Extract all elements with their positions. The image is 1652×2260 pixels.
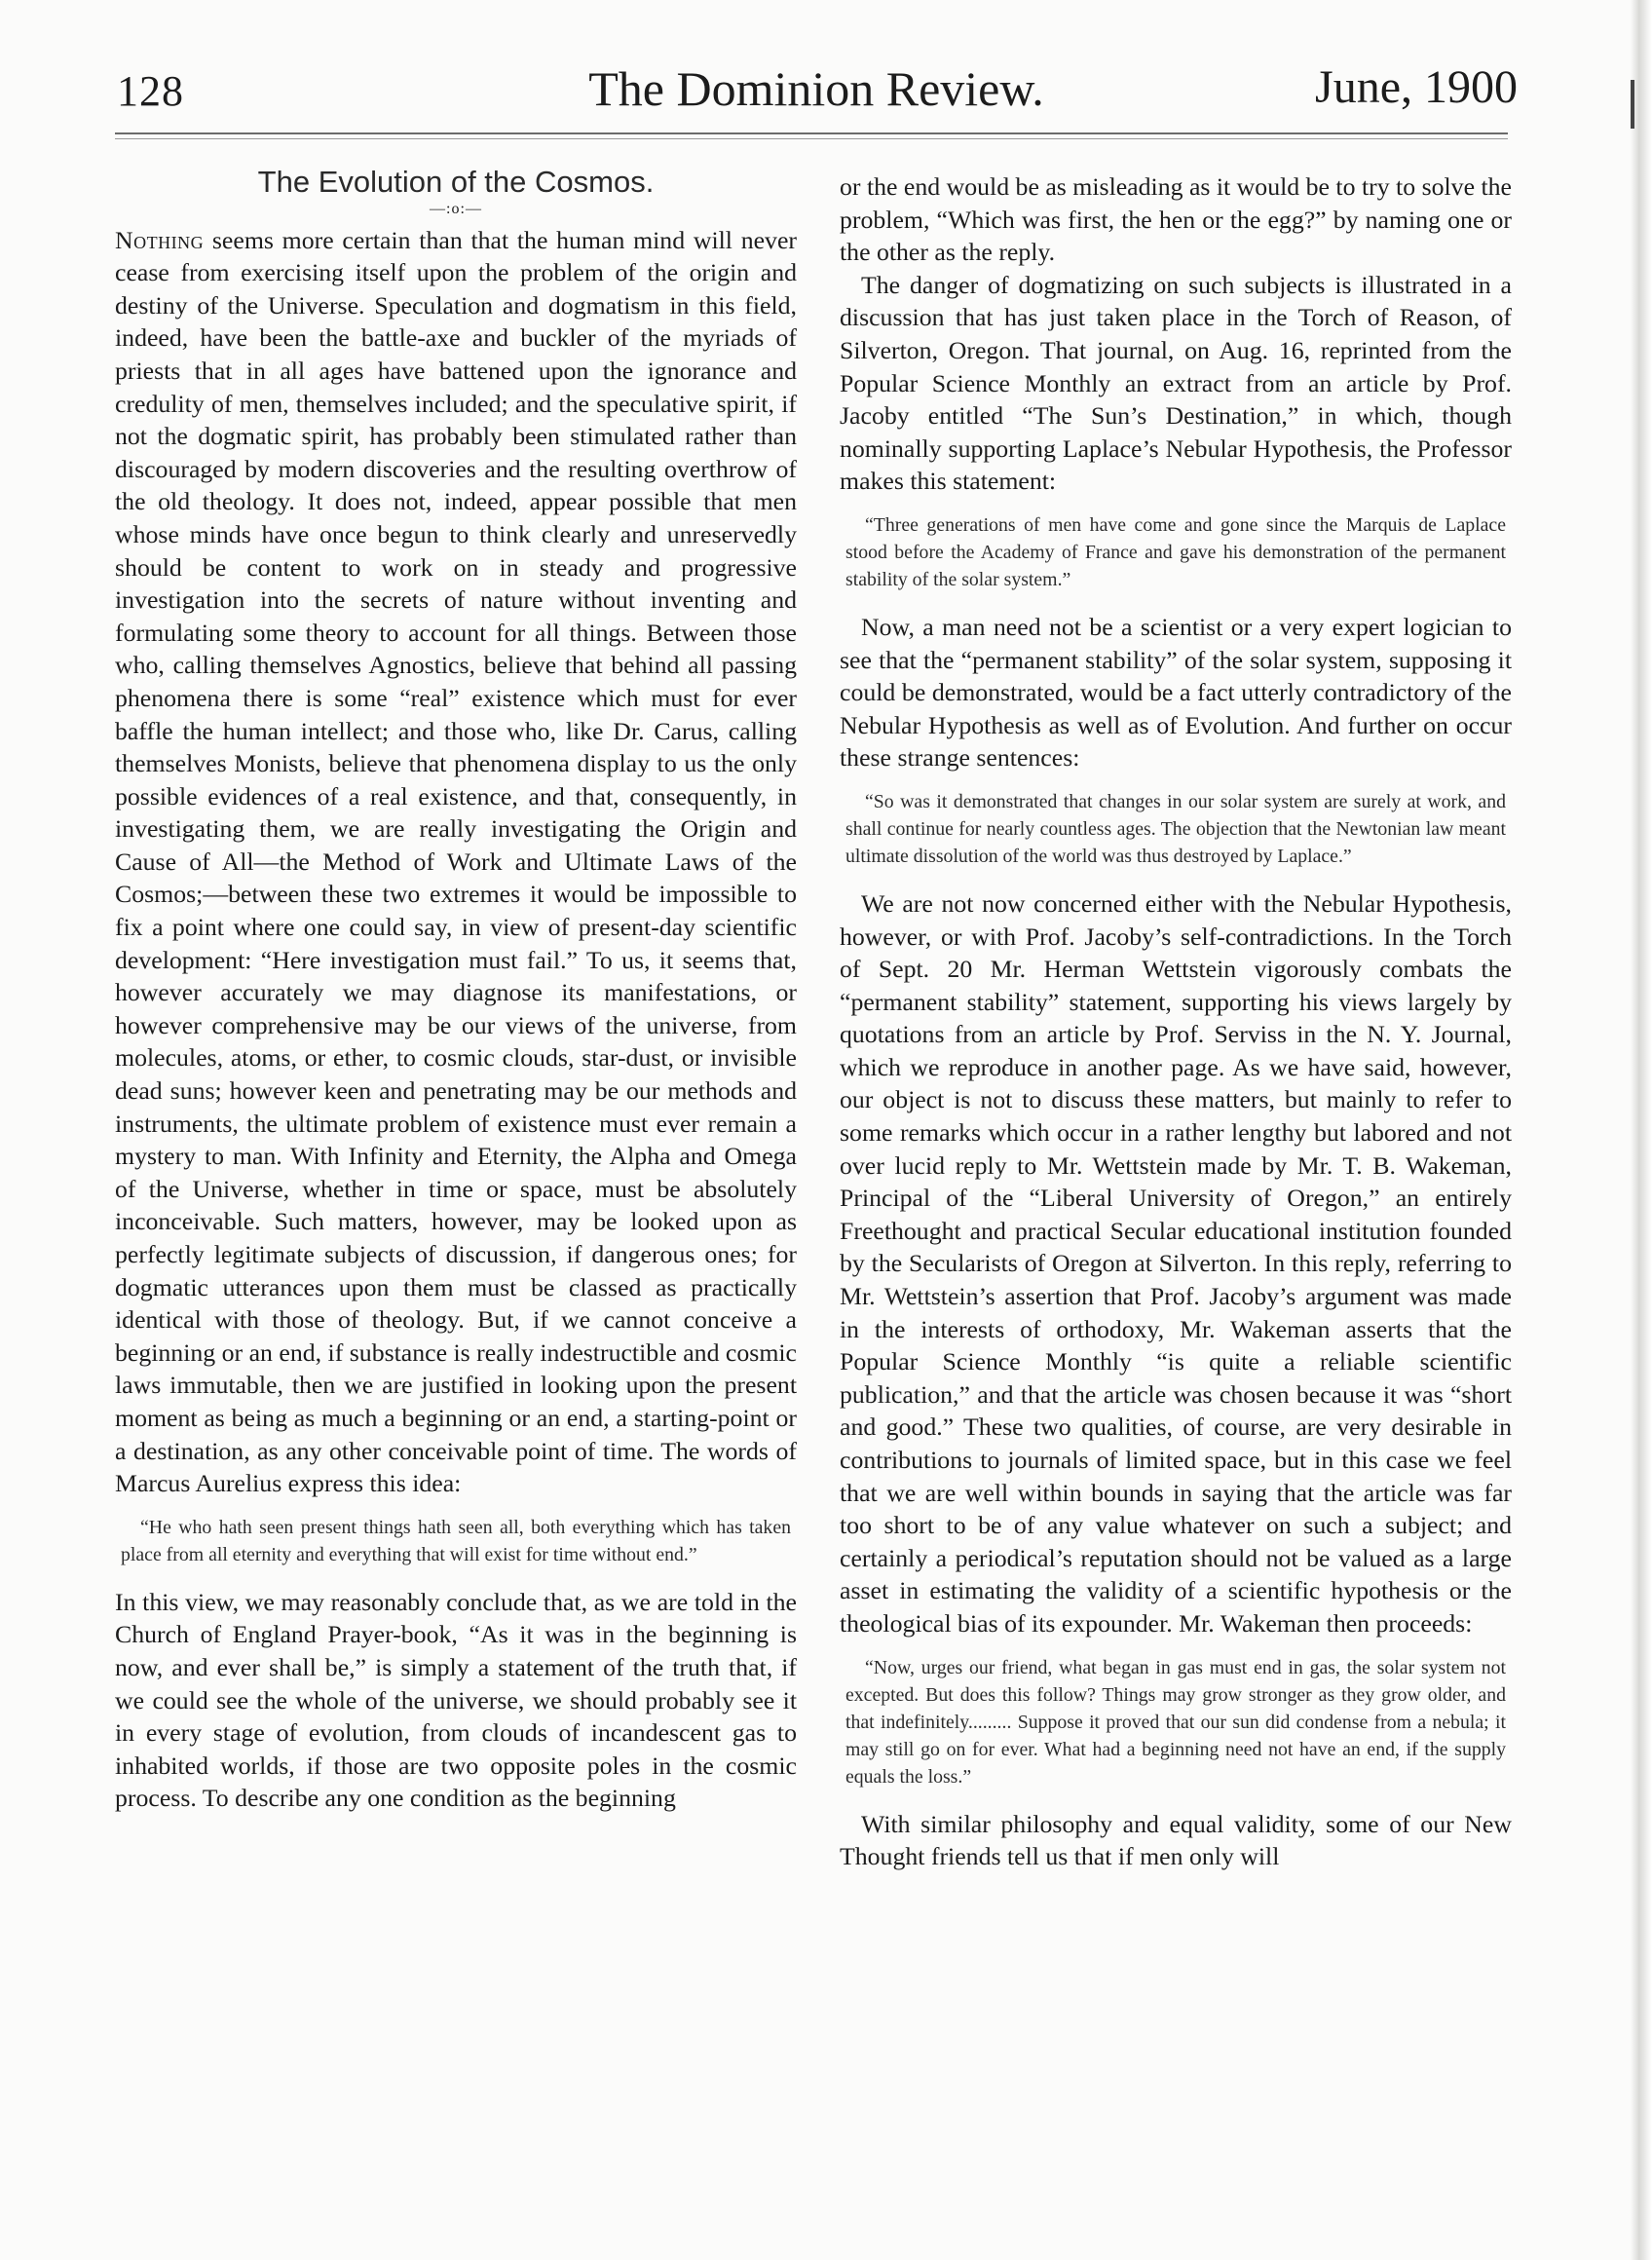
right-column <box>840 170 1512 1873</box>
paragraph-1-body: seems more certain than that the human mind will never cease from exercising itself upon the problem of the origin and destiny of the Universe. Speculation and dogmatism in this field, indeed, have been the battle-axe and buckler of the myriads of priests that in all ages have battened upon the ignorance and credulity of men, themselves included; and the speculative spirit, if not the dogmatic spirit, has probably been stimulated rather than discouraged by modern discoveries and the resulting overthrow of the old theology. It does not, indeed, appear possible that men whose minds have once begun to think clearly and unreservedly should be content to work on in steady and progressive investigation into the secrets of nature without inventing and formulating some theory to account for all things. Between those who, calling themselves Agnostics, believe that behind all passing phenomena there is some “real” existence which must for ever baffle the human intellect; and those who, like Dr. Carus, calling themselves Monists, believe that phenomena display to us the only possible evidences of a real existence, and that, consequently, in investigating them, we are really investigating the Origin and Cause of All—the Method of Work and Ultimate Laws of the Cosmos;—between these two extremes it would be impossible to fix a point where one could say, in view of present-day scientific development: “Here investigation must fail.” To us, it seems that, however accurately we may diagnose its manifestations, or however comprehensive may be our views of the universe, from molecules, atoms, or ether, to cosmic clouds, star-dust, or invisible dead suns; however keen and penetrating may be our methods and instruments, the ultimate problem of existence must ever remain a mystery to man. With Infinity and Eternity, the Alpha and Omega of the Universe, whether in time or space, must be absolutely inconceivable. Such matters, however, may be looked upon as perfectly legitimate subjects of discussion, if dangerous ones; for dogmatic utterances upon them must be classed as practically identical with those of theology. But, if we cannot conceive a beginning or an end, if substance is really indestructible and cosmic laws immutable, then we are justified in looking upon the present moment as being as much a beginning or an end, a starting-point or a destination, as any other conceivable point of time. The words of Marcus Aurelius express this idea: <box>115 225 797 1498</box>
quote-jacoby-2: “So was it demonstrated that changes in our solar system are surely at work, and shall continue for nearly countless ages. The objection that the Newtonian law meant ultimate dissolution of the world was thus destroyed by Laplace.” <box>845 790 1506 867</box>
paragraph-3: or the end would be as misleading as it would be to try to solve the problem, “Which was first, the hen or the egg?” by naming one or the other as the reply. <box>840 172 1512 267</box>
paragraph-1 <box>115 224 797 1500</box>
paragraph-5: Now, a man need not be a scientist or a very expert logician to see that the “permanent stability” of the solar system, supposing it could be demonstrated, would be a fact utterly contradictory of the Nebular Hypothesis as well as of Evolution. And further on occur these strange sentences: <box>840 612 1512 772</box>
paragraph-4: The danger of dogmatizing on such subjects is illustrated in a discussion that has just taken place in the Torch of Reason, of Silverton, Oregon. That journal, on Aug. 16, reprinted from the Popular Science Monthly an extract from an article by Prof. Jacoby entitled “The Sun’s Destination,” in which, though nominally supporting Laplace’s Nebular Hypothesis, the Professor makes this statement: <box>840 270 1512 496</box>
running-head <box>115 60 1518 129</box>
paragraph-6: We are not now concerned either with the Nebular Hypothesis, however, or with Prof. Jacoby’s self-contradictions. In the Torch of Sept. 20 Mr. Herman Wettstein vigorously combats the “permanent stability” statement, supporting his views largely by quotations from an article by Prof. Serviss in the N. Y. Journal, which we reproduce in another page. As we have said, however, our object is not to discuss these matters, but mainly to refer to some remarks which occur in a rather lengthy but labored and not over lucid reply to Mr. Wettstein made by Mr. T. B. Wakeman, Principal of the “Liberal University of Oregon,” an entirely Freethought and practical Secular educational institution founded by the Secularists of Oregon at Silverton. In this reply, referring to Mr. Wettstein’s assertion that Prof. Jacoby’s argument was made in the interests of orthodoxy, Mr. Wakeman asserts that the Popular Science Monthly “is quite a reliable scientific publication,” and that the article was chosen because it was “short and good.” These two qualities, of course, are very desirable in contributions to journals of limited space, but in this case we feel that we are well within bounds in saying that the article was far too short to be of any value whatever on such a subject; and certainly a periodical’s reputation should not be valued as a large asset in estimating the validity of a scientific hypothesis or the theological bias of its expounder. Mr. Wakeman then proceeds: <box>840 888 1512 1638</box>
paragraph-2: In this view, we may reasonably conclude that, as we are told in the Church of England Prayer-book, “As it was in the beginning is now, and ever shall be,” is simply a statement of the truth that, if we could see the whole of the universe, we should probably see it in every stage of evolution, from clouds of incandescent gas to inhabited worlds, if those are two opposite poles in the cosmic process. To describe any one condition as the beginning <box>115 1587 797 1813</box>
paragraph-7: With similar philosophy and equal validity, some of our New Thought friends tell us that if men only will <box>840 1809 1512 1871</box>
title-ornament: —:o:— <box>430 200 482 217</box>
page-edge-shadow <box>1631 0 1652 2260</box>
publication-title: The Dominion Review. <box>588 61 1044 116</box>
left-column <box>115 166 797 1815</box>
quote-marcus-aurelius: “He who hath seen present things hath seen all, both everything which has taken place from all eternity and everything that will exist for time without end.” <box>121 1516 791 1565</box>
quote-wakeman: “Now, urges our friend, what began in gas must end in gas, the solar system not excepted. But does this follow? Things may grow stronger as they grow older, and that indefinitely......... Suppose it proved that our sun did condense from a nebula; it may still go on for ever. What had a beginning need not have an end, if the supply equals the loss.” <box>845 1656 1506 1788</box>
article-title: The Evolution of the Cosmos. <box>257 165 655 199</box>
quote-jacoby-1: “Three generations of men have come and gone since the Marquis de Laplace stood before the Academy of France and gave his demonstration of the permanent stability of the solar system.” <box>845 513 1506 590</box>
issue-date: June, 1900 <box>1315 61 1518 113</box>
paragraph-1-first-word: Nothing <box>115 225 205 254</box>
header-rule <box>115 132 1508 139</box>
margin-mark <box>1631 80 1634 129</box>
page-number: 128 <box>117 67 184 115</box>
